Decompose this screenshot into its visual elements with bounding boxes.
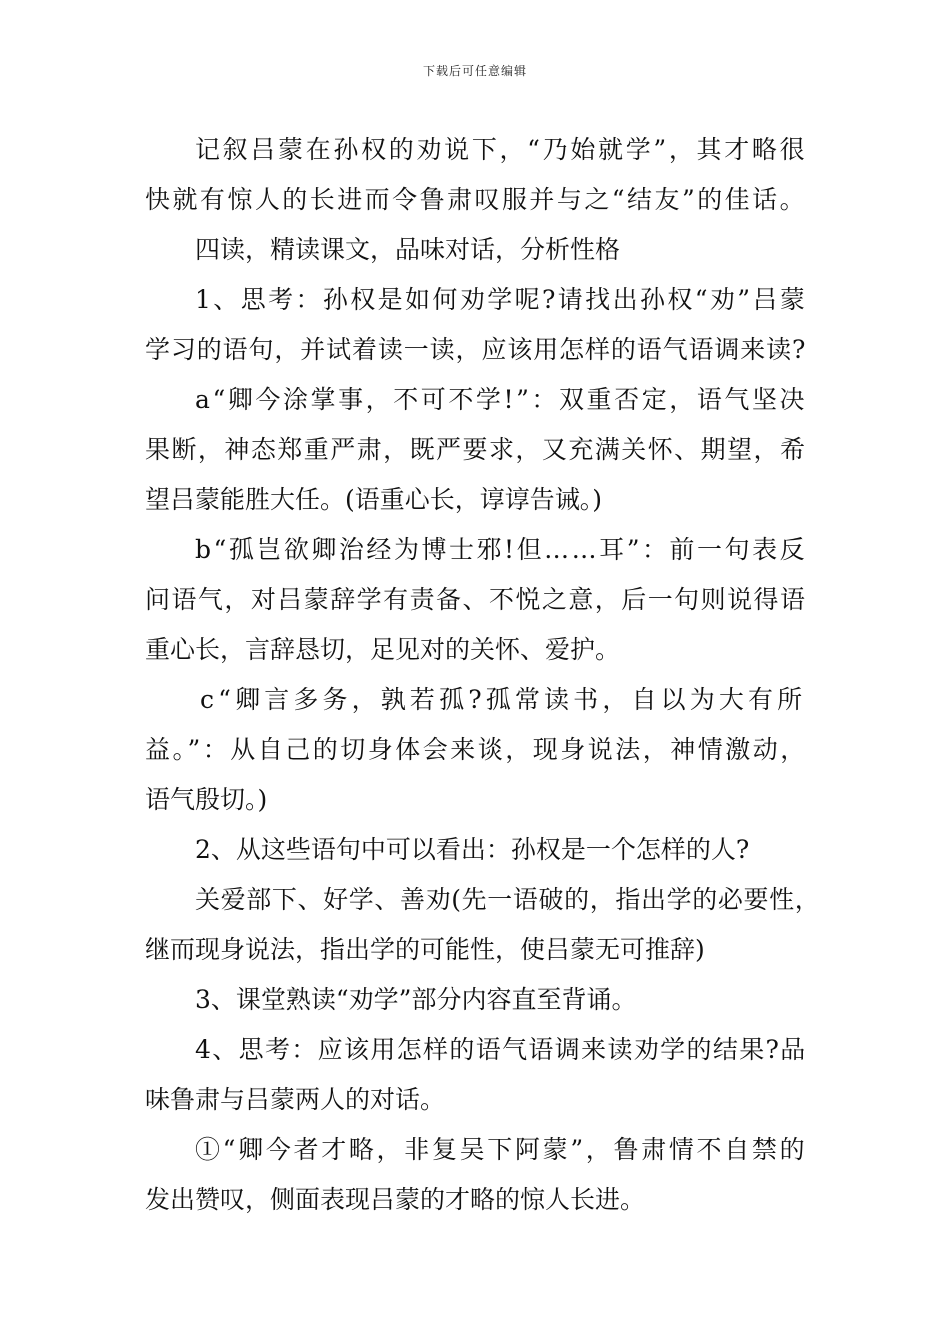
answer-line: 关爱部下、好学、善劝(先一语破的，指出学的必要性， xyxy=(195,885,821,914)
paragraph-line: a“卿今涂掌事，不可不学!”：双重否定，语气坚决 xyxy=(195,385,808,414)
question-line: 1、思考：孙权是如何劝学呢?请找出孙权“劝”吕蒙 xyxy=(195,285,808,314)
paragraph-line: 望吕蒙能胜大任。(语重心长，谆谆告诫。) xyxy=(145,485,603,514)
paragraph-line: 益。”：从自己的切身体会来谈，现身说法，神情激动， xyxy=(145,735,808,764)
paragraph-line: 发出赞叹，侧面表现吕蒙的才略的惊人长进。 xyxy=(145,1185,646,1214)
page-header: 下载后可任意编辑 xyxy=(422,64,527,78)
answer-line: 继而现身说法，指出学的可能性，使吕蒙无可推辞) xyxy=(145,935,705,964)
question-line: 2、从这些语句中可以看出：孙权是一个怎样的人? xyxy=(195,835,750,864)
question-line: 4、思考：应该用怎样的语气语调来读劝学的结果?品 xyxy=(195,1035,807,1064)
task-line: 3、课堂熟读“劝学”部分内容直至背诵。 xyxy=(195,985,637,1014)
paragraph-line: 语气殷切。) xyxy=(145,785,268,814)
question-line: 学习的语句，并试着读一读，应该用怎样的语气语调来读? xyxy=(145,335,807,364)
paragraph-line: 快就有惊人的长进而令鲁肃叹服并与之“结友”的佳话。 xyxy=(145,185,808,214)
question-line: 味鲁肃与吕蒙两人的对话。 xyxy=(145,1085,446,1114)
paragraph-line: 问语气，对吕蒙辞学有责备、不悦之意，后一句则说得语 xyxy=(145,585,807,614)
paragraph-line: ①“卿今者才略，非复吴下阿蒙”，鲁肃情不自禁的 xyxy=(195,1135,808,1164)
paragraph-line: c“卿言多务，孰若孤?孤常读书，自以为大有所 xyxy=(200,685,807,714)
paragraph-line: 记叙吕蒙在孙权的劝说下，“乃始就学”，其才略很 xyxy=(195,135,808,164)
section-heading: 四读，精读课文，品味对话，分析性格 xyxy=(195,235,621,264)
paragraph-line: 重心长，言辞恳切，足见对的关怀、爱护。 xyxy=(145,635,621,664)
paragraph-line: 果断，神态郑重严肃，既严要求，又充满关怀、期望，希 xyxy=(145,435,807,464)
paragraph-line: b“孤岂欲卿治经为博士邪!但……耳”：前一句表反 xyxy=(195,535,808,564)
